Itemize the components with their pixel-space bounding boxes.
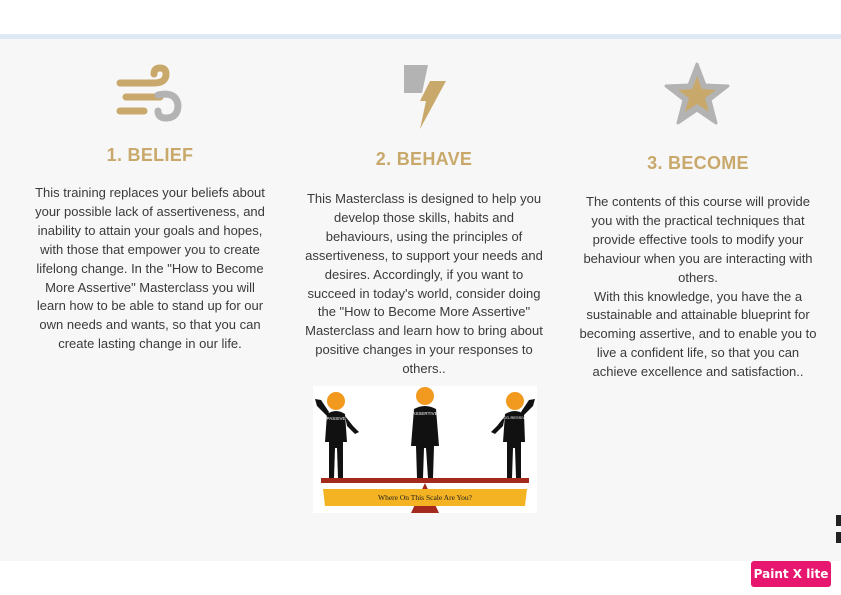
text-line: Masterclass and learn how to bring about xyxy=(305,323,543,339)
text-line: behaviour when you are interacting with xyxy=(583,250,813,266)
text-line: desires. Accordingly, if you want to xyxy=(324,266,524,282)
text-line: create lasting change in our life. xyxy=(58,336,242,352)
text-line: your possible lack of assertiveness, and xyxy=(35,203,265,219)
assertive-label: ASSERTIVE xyxy=(412,411,438,416)
passive-label: PASSIVE xyxy=(326,416,346,421)
lightning-bolt-icon xyxy=(400,63,448,131)
become-heading: 3. BECOME xyxy=(647,153,749,173)
text-line: inability to attain your goals and hopes, xyxy=(37,222,263,238)
text-line: others. xyxy=(678,269,718,285)
text-line: provide effective tools to modify your xyxy=(592,231,804,247)
top-bar xyxy=(0,0,841,34)
text-line: achieve excellence and satisfaction.. xyxy=(592,364,804,380)
aggressive-label: AGG-RESSIVE xyxy=(500,415,528,420)
behave-column xyxy=(302,39,546,379)
become-column xyxy=(576,39,820,384)
text-line: lifelong change. In the "How to Become xyxy=(36,260,264,276)
text-line: sustainable and attainable blueprint for xyxy=(586,307,810,323)
text-line: the "How to Become More Assertive" xyxy=(317,304,531,320)
belief-text xyxy=(32,184,268,354)
assertiveness-scale-image xyxy=(313,386,537,513)
text-line: learn how to be able to stand up for our xyxy=(36,298,264,314)
text-line: This training replaces your beliefs about xyxy=(35,185,265,200)
text-line: develop those skills, habits and xyxy=(334,209,514,225)
text-line: with those that empower you to create xyxy=(40,241,260,257)
belief-heading: 1. BELIEF xyxy=(106,145,194,165)
scale-beam xyxy=(321,478,529,483)
star-icon xyxy=(662,61,732,129)
scale-caption: Where On This Scale Are You? xyxy=(377,493,473,502)
behave-text xyxy=(302,190,546,379)
text-line: succeed in today's world, consider doing xyxy=(307,285,541,301)
text-line: you with the practical techniques that xyxy=(591,212,805,228)
text-line: More Assertive" Masterclass you will xyxy=(45,279,255,295)
belief-column xyxy=(32,39,268,369)
wind-icon xyxy=(116,63,188,127)
text-line: positive changes in your responses to xyxy=(315,342,533,358)
become-text xyxy=(576,193,820,382)
text-line: assertiveness, to support your needs and xyxy=(305,247,543,263)
text-line: With this knowledge, you have the a xyxy=(593,288,803,304)
text-line: live a confident life, so that you can xyxy=(596,345,800,361)
text-line: behaviours, using the principles of xyxy=(325,228,523,244)
text-line: others.. xyxy=(402,361,446,377)
scale-illustration xyxy=(313,386,537,513)
text-line: becoming assertive, and to enable you to xyxy=(579,326,817,342)
text-line: This Masterclass is designed to help you xyxy=(306,191,542,206)
behave-heading: 2. BEHAVE xyxy=(375,149,473,169)
edge-marker xyxy=(836,515,841,561)
text-line: own needs and wants, so that you can xyxy=(39,317,261,333)
paint-x-lite-badge[interactable]: Paint X lite xyxy=(751,561,831,587)
text-line: The contents of this course will provide xyxy=(586,194,810,209)
